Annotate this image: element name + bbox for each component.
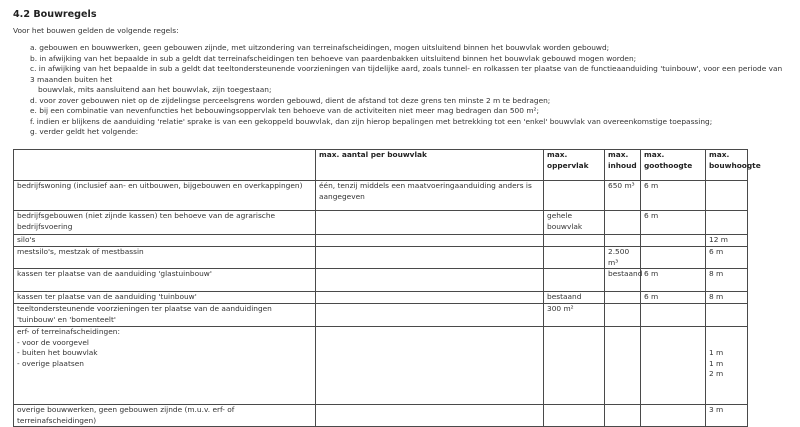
rule-letter: a. bbox=[30, 43, 37, 52]
rules-list bbox=[30, 43, 788, 138]
table-row bbox=[14, 211, 748, 235]
header-cell: max. goothoogte bbox=[641, 150, 706, 181]
table-cell: erf- of terreinafscheidingen: - voor de voorgevel - buiten het bouwvlak - overige plaatsen bbox=[14, 327, 316, 405]
table-row bbox=[14, 181, 748, 211]
rule-letter: c. bbox=[30, 64, 37, 73]
table-cell: overige bouwwerken, geen gebouwen zijnde (m.u.v. erf- of terreinafscheidingen) bbox=[14, 405, 316, 427]
table-cell: één, tenzij middels een maatvoeringaanduiding anders is aangegeven bbox=[316, 181, 544, 211]
section-intro: Voor het bouwen gelden de volgende regels: bbox=[13, 26, 179, 35]
rule-text: bij een combinatie van nevenfuncties het bebouwingsoppervlak ten behoeve van de activiteiten niet meer mag bedragen dan 500 m²; bbox=[39, 106, 539, 115]
header-cell: max. inhoud bbox=[605, 150, 641, 181]
table-cell: 12 m bbox=[706, 235, 748, 247]
rule-item bbox=[30, 106, 788, 117]
table-cell bbox=[544, 269, 605, 292]
table-cell: 6 m bbox=[641, 292, 706, 304]
rule-continuation: bouwvlak, mits aansluitend aan het bouwvlak, zijn toegestaan; bbox=[38, 85, 272, 94]
table-cell bbox=[544, 235, 605, 247]
table-cell: 8 m bbox=[706, 269, 748, 292]
rule-letter: f. bbox=[30, 116, 35, 126]
rule-item bbox=[30, 43, 788, 54]
rule-text: in afwijking van het bepaalde in sub a geldt dat teeltondersteunende voorzieningen van tijdelijke aard, zoals tunnel- en rolkassen ter plaatse van de functieaanduiding 'tuinbouw', voor een periode van 3 maanden buiten het bbox=[30, 64, 783, 84]
table-cell: 6 m bbox=[641, 269, 706, 292]
table-cell bbox=[316, 269, 544, 292]
table-row bbox=[14, 292, 748, 304]
table-cell bbox=[544, 327, 605, 405]
rule-item bbox=[30, 127, 788, 138]
table-cell: 300 m² bbox=[544, 304, 605, 327]
table-cell bbox=[641, 304, 706, 327]
rule-letter: d. bbox=[30, 95, 38, 105]
table-row bbox=[14, 327, 748, 405]
table-cell bbox=[544, 405, 605, 427]
table-cell bbox=[316, 292, 544, 304]
table-row bbox=[14, 247, 748, 269]
table-cell: kassen ter plaatse van de aanduiding 'glastuinbouw' bbox=[14, 269, 316, 292]
table-cell bbox=[706, 304, 748, 327]
table-cell bbox=[316, 405, 544, 427]
table-cell bbox=[641, 327, 706, 405]
header-cell: max. oppervlak bbox=[544, 150, 605, 181]
table-cell: 6 m bbox=[641, 211, 706, 235]
table-cell: bedrijfsgebouwen (niet zijnde kassen) ten behoeve van de agrarische bedrijfsvoering bbox=[14, 211, 316, 235]
table-cell: 650 m³ bbox=[605, 181, 641, 211]
table-row bbox=[14, 235, 748, 247]
table-cell bbox=[544, 247, 605, 269]
table-cell: 3 m bbox=[706, 405, 748, 427]
header-cell bbox=[14, 150, 316, 181]
table-cell bbox=[641, 247, 706, 269]
table-cell bbox=[605, 405, 641, 427]
rule-text: gebouwen en bouwwerken, geen gebouwen zijnde, met uitzondering van terreinafscheidingen, mogen uitsluitend binnen het bouwvlak worden gebouwd; bbox=[39, 43, 610, 52]
table-cell bbox=[316, 211, 544, 235]
header-cell: max. bouwhoogte bbox=[706, 150, 748, 181]
rule-text: in afwijking van het bepaalde in sub a geldt dat terreinafscheidingen ten behoeve van paardenbakken uitsluitend binnen het bouwvlak gebouwd mogen worden; bbox=[39, 53, 637, 63]
table-cell: bestaand bbox=[605, 269, 641, 292]
table-cell bbox=[316, 304, 544, 327]
rule-item bbox=[30, 117, 788, 128]
table-cell: 6 m bbox=[706, 247, 748, 269]
table-cell bbox=[544, 181, 605, 211]
table-cell: 1 m 1 m 2 m bbox=[706, 327, 748, 405]
rule-item bbox=[30, 64, 788, 96]
table-row bbox=[14, 269, 748, 292]
table-cell: teeltondersteunende voorzieningen ter plaatse van de aanduidingen 'tuinbouw' en 'bomenteelt' bbox=[14, 304, 316, 327]
table-cell bbox=[605, 327, 641, 405]
header-cell: max. aantal per bouwvlak bbox=[316, 150, 544, 181]
table-cell: 8 m bbox=[706, 292, 748, 304]
table-header-row bbox=[14, 150, 748, 181]
table-cell bbox=[641, 405, 706, 427]
table-row bbox=[14, 304, 748, 327]
table-cell: 6 m bbox=[641, 181, 706, 211]
table-cell bbox=[316, 235, 544, 247]
rule-item bbox=[30, 96, 788, 107]
rule-letter: b. bbox=[30, 53, 38, 63]
table-cell: bedrijfswoning (inclusief aan- en uitbouwen, bijgebouwen en overkappingen) bbox=[14, 181, 316, 211]
rule-item bbox=[30, 54, 788, 65]
table-cell bbox=[316, 327, 544, 405]
table-cell bbox=[316, 247, 544, 269]
table-cell bbox=[641, 235, 706, 247]
table-cell bbox=[605, 211, 641, 235]
rule-text: verder geldt het volgende: bbox=[39, 127, 139, 136]
table-cell: silo's bbox=[14, 235, 316, 247]
table-cell bbox=[605, 304, 641, 327]
table-cell bbox=[706, 181, 748, 211]
table-cell: 2.500 m³ bbox=[605, 247, 641, 269]
table-row bbox=[14, 405, 748, 427]
section-title: 4.2 Bouwregels bbox=[13, 9, 97, 20]
table-cell bbox=[605, 235, 641, 247]
table-cell bbox=[706, 211, 748, 235]
building-rules-table bbox=[13, 149, 761, 427]
table-cell bbox=[605, 292, 641, 304]
rule-text: indien er blijkens de aanduiding 'relatie' sprake is van een gekoppeld bouwvlak, dan zijn hierop bepalingen met betrekking tot een 'enkel' bouwvlak van overeenkomstige toepassing; bbox=[36, 116, 713, 126]
table-cell: mestsilo's, mestzak of mestbassin bbox=[14, 247, 316, 269]
rule-text: voor zover gebouwen niet op de zijdelingse perceelsgrens worden gebouwd, dient de afstand tot deze grens ten minste 2 m te bedragen; bbox=[39, 95, 551, 105]
table-cell: kassen ter plaatse van de aanduiding 'tuinbouw' bbox=[14, 292, 316, 304]
rule-letter: g. bbox=[30, 127, 38, 136]
rule-letter: e. bbox=[30, 106, 37, 115]
table-cell: bestaand bbox=[544, 292, 605, 304]
table-cell: gehele bouwvlak bbox=[544, 211, 605, 235]
